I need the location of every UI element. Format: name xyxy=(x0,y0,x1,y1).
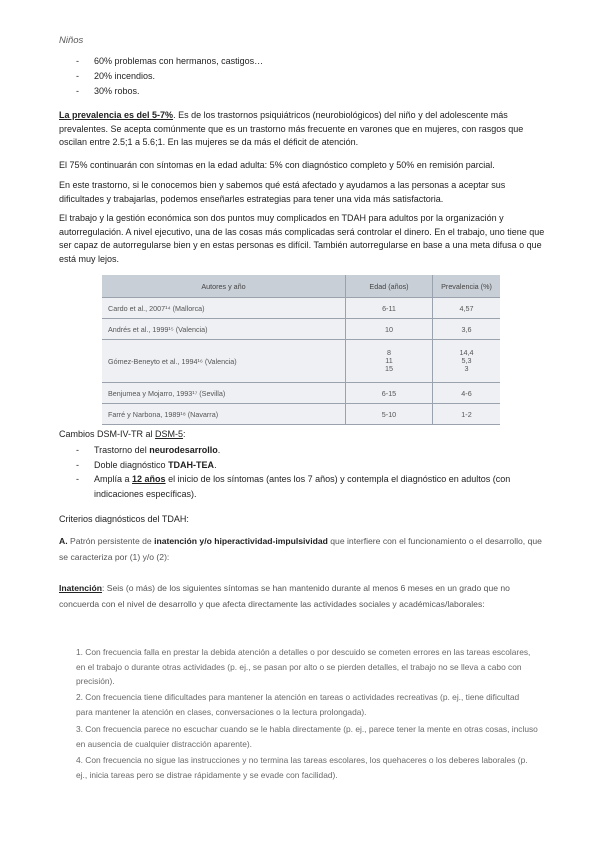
dsm-list xyxy=(76,443,550,501)
criterion-a: A. Patrón persistente de inatención y/o hiperactividad-impulsividad que interfiere con el funcionamiento o el desarrollo, que se caracteriza por (1) y/o (2): xyxy=(59,536,542,562)
adult-paragraph: El 75% continuarán con síntomas en la edad adulta: 5% con diagnóstico completo y 50% en remisión parcial. xyxy=(59,160,495,170)
work-paragraph: El trabajo y la gestión económica son dos puntos muy complicados en TDAH para adultos por la organización y autorregulación. A nivel ejecutivo, una de las cosas más complicadas será controlar el dinero. En el trabajo, uno tiene que ser capaz de autorregularse bien y en estas personas es difícil. También autorregularse en base a una meta difusa o que está muy lejos. xyxy=(59,213,545,264)
list-item: - Amplía a 12 años el inicio de los síntomas (antes los 7 años) y contempla el diagnóstico en adultos (con indicaciones específicas). xyxy=(76,472,550,501)
table-row xyxy=(102,340,500,383)
symptom-item: 3. Con frecuencia parece no escuchar cuando se le habla directamente (p. ej., parece tener la mente en otras cosas, incluso en ausencia de cualquier distracción aparente). xyxy=(76,724,538,749)
table-cell-author: Cardo et al., 2007¹⁴ (Mallorca) xyxy=(102,298,346,319)
table-cell-prevalence: 1-2 xyxy=(433,404,501,425)
table-row xyxy=(102,404,500,425)
help-paragraph: En este trastorno, si le conocemos bien y sabemos qué está afectado y ayudamos a las personas a aceptar sus dificultades y trabajarlas, podemos enseñarles estrategias para tener una vida más satisfactoria. xyxy=(59,180,506,204)
list-item: - 30% robos. xyxy=(76,84,263,99)
prevalence-paragraph xyxy=(59,109,549,150)
table-cell-author: Gómez-Beneyto et al., 1994¹⁶ (Valencia) xyxy=(102,340,346,383)
prevalence-table xyxy=(102,275,500,425)
table-cell-age: 6-15 xyxy=(346,383,433,404)
table-header: Edad (años) xyxy=(346,275,433,298)
table-cell-prevalence: 4,57 xyxy=(433,298,501,319)
table-row xyxy=(102,383,500,404)
table-cell-author: Benjumea y Mojarro, 1993¹⁷ (Sevilla) xyxy=(102,383,346,404)
symptom-item: 1. Con frecuencia falla en prestar la debida atención a detalles o por descuido se cometen errores en las tareas escolares, en el trabajo o durante otras actividades (p. ej., se pasan por alto o se pierden detalles, el trabajo no se lleva a cabo con precisión). xyxy=(76,647,531,686)
list-item: - 60% problemas con hermanos, castigos… xyxy=(76,54,263,69)
table-cell-age: 6-11 xyxy=(346,298,433,319)
prevalence-text: . Es de los trastornos psiquiátricos (neurobiológicos) del niño y del adolescente más prevalentes. Se acepta comúnmente que es un trastorno más frecuente en varones que en mujeres, con rasgos que oscilan entre 2.5;1 a 5.6;1. En las mujeres se da más el déficit de atención. xyxy=(59,110,524,147)
list-item: - Doble diagnóstico TDAH-TEA. xyxy=(76,458,550,473)
table-cell-age: 5-10 xyxy=(346,404,433,425)
list-item: - 20% incendios. xyxy=(76,69,263,84)
ninos-list xyxy=(76,54,263,99)
dsm-intro: Cambios DSM-IV-TR al DSM-5: xyxy=(59,429,186,439)
section-title: Niños xyxy=(59,35,84,46)
table-cell-prevalence: 3,6 xyxy=(433,319,501,340)
table-header: Prevalencia (%) xyxy=(433,275,501,298)
symptom-item: 4. Con frecuencia no sigue las instrucciones y no termina las tareas escolares, los quehaceres o los deberes laborales (p. ej., inicia tareas pero se distrae rápidamente y se evade con facilidad). xyxy=(76,755,528,780)
table-cell-age: 8 11 15 xyxy=(346,340,433,383)
table-cell-age: 10 xyxy=(346,319,433,340)
table-cell-prevalence: 4-6 xyxy=(433,383,501,404)
table-cell-prevalence: 14,4 5,3 3 xyxy=(433,340,501,383)
table-row xyxy=(102,319,500,340)
dsm5-link[interactable]: DSM-5 xyxy=(155,429,184,439)
prevalence-highlight: La prevalencia es del 5-7% xyxy=(59,110,174,120)
table-header: Autores y año xyxy=(102,275,346,298)
table-cell-author: Andrés et al., 1999¹⁵ (Valencia) xyxy=(102,319,346,340)
criteria-title: Criterios diagnósticos del TDAH: xyxy=(59,514,189,524)
symptom-item: 2. Con frecuencia tiene dificultades para mantener la atención en tareas o actividades recreativas (p. ej., tiene dificultad para mantener la atención en clases, conversaciones o la lectura prolongada). xyxy=(76,692,520,717)
table-cell-author: Farré y Narbona, 1989¹⁸ (Navarra) xyxy=(102,404,346,425)
list-item: - Trastorno del neurodesarrollo. xyxy=(76,443,550,458)
inattention-paragraph: Inatención: Seis (o más) de los siguientes síntomas se han mantenido durante al menos 6 meses en un grado que no concuerda con el nivel de desarrollo y que afecta directamente las actividades sociales y académicas/laborales: xyxy=(59,583,510,609)
table-row xyxy=(102,298,500,319)
